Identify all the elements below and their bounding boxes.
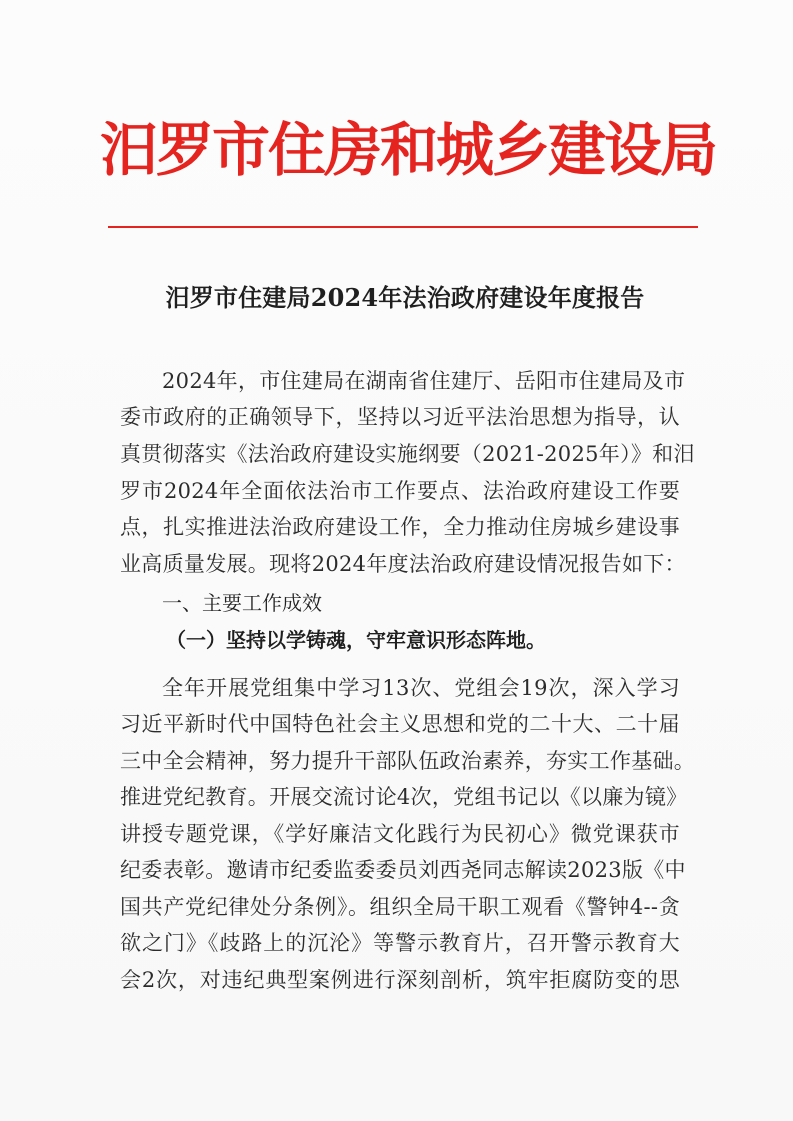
body-line: 欲之门》《歧路上的沉沦》等警示教育片，召开警示教育大	[120, 931, 680, 955]
body-line: 纪委表彰。邀请市纪委监委委员刘西尧同志解读2023版《中	[120, 858, 686, 882]
intro-line: 业高质量发展。现将2024年度法治政府建设情况报告如下：	[120, 552, 686, 576]
intro-line: 点，扎实推进法治政府建设工作，全力推动住房城乡建设事	[120, 515, 680, 539]
body-line: 推进党纪教育。开展交流讨论4次，党组书记以《以廉为镜》	[120, 785, 688, 809]
intro-line: 罗市2024年全面依法治市工作要点、法治政府建设工作要	[120, 479, 680, 503]
report-title: 汨罗市住建局2024年法治政府建设年度报告	[165, 283, 645, 312]
subsection-heading: （一）坚持以学铸魂，守牢意识形态阵地。	[166, 628, 546, 652]
body-line: 讲授专题党课，《学好廉洁文化践行为民初心》微党课获市	[120, 822, 680, 846]
body-line: 全年开展党组集中学习13次、党组会19次，深入学习	[162, 676, 680, 700]
body-line: 习近平新时代中国特色社会主义思想和党的二十大、二十届	[120, 712, 680, 736]
section-heading: 一、主要工作成效	[162, 591, 322, 615]
body-line: 三中全会精神，努力提升干部队伍政治素养，夯实工作基础。	[120, 749, 696, 773]
intro-line: 2024年，市住建局在湖南省住建厅、岳阳市住建局及市	[162, 369, 686, 393]
intro-line: 委市政府的正确领导下，坚持以习近平法治思想为指导，认	[120, 405, 680, 429]
body-line: 会2次，对违纪典型案例进行深刻剖析，筑牢拒腐防变的思	[120, 968, 680, 992]
body-line: 国共产党纪律处分条例》。组织全局干职工观看《警钟4--贪	[120, 895, 680, 919]
intro-line: 真贯彻落实《法治政府建设实施纲要（2021-2025年）》和汨	[120, 442, 695, 466]
masthead-red-rule	[108, 226, 698, 228]
masthead-title: 汨罗市住房和城乡建设局	[100, 116, 717, 184]
